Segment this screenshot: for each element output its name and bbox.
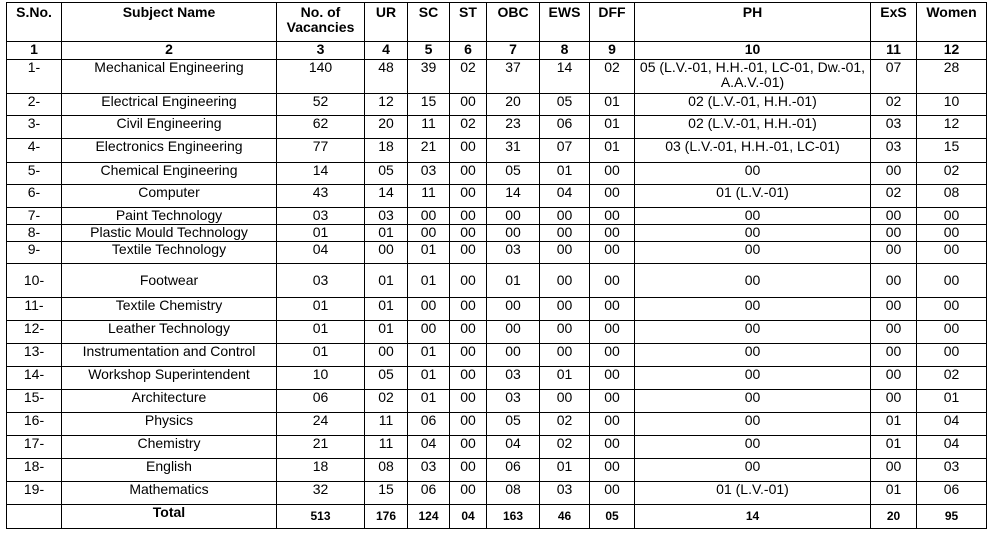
table-row — [7, 321, 987, 344]
obc-cell: 01 — [487, 264, 540, 298]
table-row — [7, 413, 987, 436]
vacancies-cell: 24 — [277, 413, 365, 436]
sc-cell: 03 — [408, 459, 450, 482]
ur-cell: 11 — [365, 413, 408, 436]
ews-cell: 01 — [540, 367, 590, 390]
ph-cell: 01 (L.V.-01) — [635, 482, 871, 505]
women-cell: 08 — [917, 185, 987, 208]
sc-cell: 03 — [408, 163, 450, 185]
table-row — [7, 298, 987, 321]
total-vacancies: 513 — [277, 505, 365, 529]
ur-cell: 08 — [365, 459, 408, 482]
table-row — [7, 242, 987, 264]
sno-cell: 17- — [7, 436, 62, 459]
ur-cell: 11 — [365, 436, 408, 459]
sc-cell: 00 — [408, 225, 450, 242]
ews-cell: 02 — [540, 436, 590, 459]
sno-cell: 2- — [7, 94, 62, 116]
ur-cell: 20 — [365, 116, 408, 139]
column-number: 10 — [635, 42, 871, 60]
column-number: 2 — [62, 42, 277, 60]
st-cell: 00 — [450, 344, 487, 367]
vacancies-cell: 03 — [277, 208, 365, 225]
exs-cell: 00 — [871, 242, 917, 264]
dff-cell: 01 — [590, 94, 635, 116]
ph-cell: 00 — [635, 459, 871, 482]
column-number: 8 — [540, 42, 590, 60]
vacancies-cell: 52 — [277, 94, 365, 116]
obc-cell: 00 — [487, 344, 540, 367]
vacancies-cell: 14 — [277, 163, 365, 185]
sc-cell: 00 — [408, 321, 450, 344]
women-cell: 00 — [917, 321, 987, 344]
women-cell: 04 — [917, 413, 987, 436]
obc-cell: 05 — [487, 413, 540, 436]
column-number: 11 — [871, 42, 917, 60]
table-row — [7, 116, 987, 139]
ur-cell: 14 — [365, 185, 408, 208]
ph-cell: 00 — [635, 436, 871, 459]
sc-cell: 06 — [408, 413, 450, 436]
sno-cell: 13- — [7, 344, 62, 367]
header-ur: UR — [365, 3, 408, 42]
st-cell: 02 — [450, 116, 487, 139]
subject-cell: Civil Engineering — [62, 116, 277, 139]
header-ews: EWS — [540, 3, 590, 42]
obc-cell: 06 — [487, 459, 540, 482]
sno-cell: 6- — [7, 185, 62, 208]
st-cell: 00 — [450, 94, 487, 116]
ph-cell: 05 (L.V.-01, H.H.-01, LC-01, Dw.-01, A.A.V.-01) — [635, 60, 871, 94]
ur-cell: 02 — [365, 390, 408, 413]
exs-cell: 02 — [871, 185, 917, 208]
ews-cell: 00 — [540, 298, 590, 321]
ews-cell: 06 — [540, 116, 590, 139]
total-ur: 176 — [365, 505, 408, 529]
st-cell: 00 — [450, 413, 487, 436]
ur-cell: 00 — [365, 242, 408, 264]
vacancies-cell: 01 — [277, 298, 365, 321]
sc-cell: 01 — [408, 264, 450, 298]
dff-cell: 00 — [590, 163, 635, 185]
ews-cell: 14 — [540, 60, 590, 94]
column-number: 6 — [450, 42, 487, 60]
table-row — [7, 367, 987, 390]
ur-cell: 01 — [365, 298, 408, 321]
ph-cell: 00 — [635, 321, 871, 344]
ews-cell: 03 — [540, 482, 590, 505]
sc-cell: 00 — [408, 208, 450, 225]
exs-cell: 00 — [871, 298, 917, 321]
obc-cell: 14 — [487, 185, 540, 208]
subject-cell: Textile Technology — [62, 242, 277, 264]
header-obc: OBC — [487, 3, 540, 42]
ph-cell: 00 — [635, 367, 871, 390]
dff-cell: 00 — [590, 264, 635, 298]
ews-cell: 01 — [540, 459, 590, 482]
subject-cell: Plastic Mould Technology — [62, 225, 277, 242]
sc-cell: 11 — [408, 185, 450, 208]
exs-cell: 03 — [871, 139, 917, 163]
header-vacancies: No. of Vacancies — [277, 3, 365, 42]
header-subject: Subject Name — [62, 3, 277, 42]
sno-cell: 8- — [7, 225, 62, 242]
vacancy-table — [6, 2, 987, 529]
exs-cell: 00 — [871, 264, 917, 298]
total-ph: 14 — [635, 505, 871, 529]
ews-cell: 00 — [540, 208, 590, 225]
exs-cell: 01 — [871, 413, 917, 436]
subject-cell: Footwear — [62, 264, 277, 298]
women-cell: 03 — [917, 459, 987, 482]
sc-cell: 21 — [408, 139, 450, 163]
dff-cell: 00 — [590, 225, 635, 242]
ews-cell: 02 — [540, 413, 590, 436]
exs-cell: 07 — [871, 60, 917, 94]
subject-cell: Chemistry — [62, 436, 277, 459]
sno-cell: 4- — [7, 139, 62, 163]
header-women: Women — [917, 3, 987, 42]
ews-cell: 00 — [540, 264, 590, 298]
total-ews: 46 — [540, 505, 590, 529]
sno-cell: 16- — [7, 413, 62, 436]
ur-cell: 03 — [365, 208, 408, 225]
ur-cell: 15 — [365, 482, 408, 505]
exs-cell: 01 — [871, 482, 917, 505]
obc-cell: 03 — [487, 242, 540, 264]
st-cell: 00 — [450, 242, 487, 264]
sc-cell: 06 — [408, 482, 450, 505]
total-sc: 124 — [408, 505, 450, 529]
ph-cell: 02 (L.V.-01, H.H.-01) — [635, 94, 871, 116]
subject-cell: Physics — [62, 413, 277, 436]
sno-cell: 9- — [7, 242, 62, 264]
vacancies-cell: 03 — [277, 264, 365, 298]
ews-cell: 00 — [540, 390, 590, 413]
sno-cell: 14- — [7, 367, 62, 390]
obc-cell: 00 — [487, 298, 540, 321]
header-dff: DFF — [590, 3, 635, 42]
women-cell: 00 — [917, 225, 987, 242]
subject-cell: Architecture — [62, 390, 277, 413]
women-cell: 28 — [917, 60, 987, 94]
column-number: 12 — [917, 42, 987, 60]
obc-cell: 20 — [487, 94, 540, 116]
table-row — [7, 163, 987, 185]
st-cell: 00 — [450, 321, 487, 344]
exs-cell: 00 — [871, 390, 917, 413]
vacancies-cell: 01 — [277, 344, 365, 367]
table-row — [7, 436, 987, 459]
exs-cell: 00 — [871, 459, 917, 482]
vacancies-cell: 43 — [277, 185, 365, 208]
total-women: 95 — [917, 505, 987, 529]
ur-cell: 01 — [365, 225, 408, 242]
st-cell: 00 — [450, 367, 487, 390]
ews-cell: 04 — [540, 185, 590, 208]
subject-cell: Paint Technology — [62, 208, 277, 225]
column-number: 9 — [590, 42, 635, 60]
sc-cell: 00 — [408, 298, 450, 321]
column-number-row — [7, 42, 987, 60]
vacancies-cell: 06 — [277, 390, 365, 413]
subject-cell: Mathematics — [62, 482, 277, 505]
dff-cell: 00 — [590, 413, 635, 436]
ews-cell: 00 — [540, 225, 590, 242]
ur-cell: 01 — [365, 321, 408, 344]
dff-cell: 02 — [590, 60, 635, 94]
st-cell: 00 — [450, 298, 487, 321]
header-row — [7, 3, 987, 42]
exs-cell: 00 — [871, 344, 917, 367]
sc-cell: 15 — [408, 94, 450, 116]
st-cell: 00 — [450, 185, 487, 208]
column-number: 3 — [277, 42, 365, 60]
obc-cell: 31 — [487, 139, 540, 163]
dff-cell: 00 — [590, 436, 635, 459]
vacancies-cell: 62 — [277, 116, 365, 139]
table-row — [7, 208, 987, 225]
ur-cell: 12 — [365, 94, 408, 116]
sno-cell: 3- — [7, 116, 62, 139]
dff-cell: 00 — [590, 242, 635, 264]
sc-cell: 01 — [408, 390, 450, 413]
st-cell: 00 — [450, 139, 487, 163]
dff-cell: 01 — [590, 116, 635, 139]
sno-cell: 11- — [7, 298, 62, 321]
sc-cell: 01 — [408, 367, 450, 390]
subject-cell: English — [62, 459, 277, 482]
table-body — [7, 60, 987, 505]
obc-cell: 23 — [487, 116, 540, 139]
women-cell: 00 — [917, 264, 987, 298]
exs-cell: 03 — [871, 116, 917, 139]
subject-cell: Mechanical Engineering — [62, 60, 277, 94]
st-cell: 00 — [450, 436, 487, 459]
column-number: 4 — [365, 42, 408, 60]
vacancies-cell: 01 — [277, 225, 365, 242]
women-cell: 02 — [917, 367, 987, 390]
table-row — [7, 185, 987, 208]
total-label: Total — [62, 505, 277, 529]
table-row — [7, 94, 987, 116]
women-cell: 15 — [917, 139, 987, 163]
ews-cell: 00 — [540, 242, 590, 264]
total-sno-cell — [7, 505, 62, 529]
table-row — [7, 139, 987, 163]
subject-cell: Instrumentation and Control — [62, 344, 277, 367]
vacancies-cell: 18 — [277, 459, 365, 482]
ews-cell: 05 — [540, 94, 590, 116]
sno-cell: 18- — [7, 459, 62, 482]
table-row — [7, 225, 987, 242]
st-cell: 00 — [450, 163, 487, 185]
ur-cell: 00 — [365, 344, 408, 367]
dff-cell: 00 — [590, 367, 635, 390]
sc-cell: 39 — [408, 60, 450, 94]
ur-cell: 18 — [365, 139, 408, 163]
obc-cell: 04 — [487, 436, 540, 459]
sc-cell: 01 — [408, 242, 450, 264]
ph-cell: 00 — [635, 344, 871, 367]
total-st: 04 — [450, 505, 487, 529]
subject-cell: Workshop Superintendent — [62, 367, 277, 390]
column-number: 5 — [408, 42, 450, 60]
sno-cell: 10- — [7, 264, 62, 298]
total-dff: 05 — [590, 505, 635, 529]
ews-cell: 00 — [540, 321, 590, 344]
ph-cell: 00 — [635, 413, 871, 436]
exs-cell: 00 — [871, 367, 917, 390]
obc-cell: 00 — [487, 321, 540, 344]
ph-cell: 00 — [635, 225, 871, 242]
table-row — [7, 60, 987, 94]
sno-cell: 7- — [7, 208, 62, 225]
st-cell: 00 — [450, 264, 487, 298]
subject-cell: Textile Chemistry — [62, 298, 277, 321]
ur-cell: 05 — [365, 367, 408, 390]
dff-cell: 00 — [590, 459, 635, 482]
sc-cell: 11 — [408, 116, 450, 139]
header-st: ST — [450, 3, 487, 42]
subject-cell: Chemical Engineering — [62, 163, 277, 185]
ph-cell: 00 — [635, 208, 871, 225]
vacancies-cell: 140 — [277, 60, 365, 94]
column-number: 7 — [487, 42, 540, 60]
vacancies-cell: 21 — [277, 436, 365, 459]
dff-cell: 00 — [590, 344, 635, 367]
header-sc: SC — [408, 3, 450, 42]
exs-cell: 00 — [871, 225, 917, 242]
table-row — [7, 344, 987, 367]
header-ph: PH — [635, 3, 871, 42]
table-row — [7, 390, 987, 413]
ph-cell: 00 — [635, 298, 871, 321]
women-cell: 00 — [917, 298, 987, 321]
exs-cell: 02 — [871, 94, 917, 116]
ph-cell: 02 (L.V.-01, H.H.-01) — [635, 116, 871, 139]
vacancies-cell: 77 — [277, 139, 365, 163]
exs-cell: 00 — [871, 208, 917, 225]
dff-cell: 01 — [590, 139, 635, 163]
total-obc: 163 — [487, 505, 540, 529]
st-cell: 00 — [450, 390, 487, 413]
table-row — [7, 459, 987, 482]
table-row — [7, 482, 987, 505]
ph-cell: 00 — [635, 390, 871, 413]
sno-cell: 15- — [7, 390, 62, 413]
obc-cell: 37 — [487, 60, 540, 94]
women-cell: 06 — [917, 482, 987, 505]
dff-cell: 00 — [590, 298, 635, 321]
ph-cell: 00 — [635, 264, 871, 298]
header-sno: S.No. — [7, 3, 62, 42]
obc-cell: 00 — [487, 208, 540, 225]
st-cell: 00 — [450, 482, 487, 505]
women-cell: 01 — [917, 390, 987, 413]
dff-cell: 00 — [590, 390, 635, 413]
obc-cell: 03 — [487, 367, 540, 390]
ph-cell: 03 (L.V.-01, H.H.-01, LC-01) — [635, 139, 871, 163]
sno-cell: 1- — [7, 60, 62, 94]
sc-cell: 01 — [408, 344, 450, 367]
ur-cell: 01 — [365, 264, 408, 298]
total-row — [7, 505, 987, 529]
header-exs: ExS — [871, 3, 917, 42]
sc-cell: 04 — [408, 436, 450, 459]
obc-cell: 05 — [487, 163, 540, 185]
ews-cell: 01 — [540, 163, 590, 185]
st-cell: 00 — [450, 225, 487, 242]
vacancies-cell: 04 — [277, 242, 365, 264]
vacancies-cell: 10 — [277, 367, 365, 390]
obc-cell: 00 — [487, 225, 540, 242]
dff-cell: 00 — [590, 208, 635, 225]
dff-cell: 00 — [590, 321, 635, 344]
subject-cell: Leather Technology — [62, 321, 277, 344]
exs-cell: 00 — [871, 163, 917, 185]
sno-cell: 12- — [7, 321, 62, 344]
ur-cell: 48 — [365, 60, 408, 94]
women-cell: 00 — [917, 344, 987, 367]
vacancies-cell: 01 — [277, 321, 365, 344]
women-cell: 02 — [917, 163, 987, 185]
column-number: 1 — [7, 42, 62, 60]
dff-cell: 00 — [590, 185, 635, 208]
ph-cell: 00 — [635, 163, 871, 185]
women-cell: 04 — [917, 436, 987, 459]
subject-cell: Computer — [62, 185, 277, 208]
ur-cell: 05 — [365, 163, 408, 185]
dff-cell: 00 — [590, 482, 635, 505]
ph-cell: 01 (L.V.-01) — [635, 185, 871, 208]
sno-cell: 5- — [7, 163, 62, 185]
exs-cell: 00 — [871, 321, 917, 344]
ews-cell: 00 — [540, 344, 590, 367]
women-cell: 00 — [917, 208, 987, 225]
st-cell: 00 — [450, 459, 487, 482]
vacancies-cell: 32 — [277, 482, 365, 505]
subject-cell: Electronics Engineering — [62, 139, 277, 163]
total-exs: 20 — [871, 505, 917, 529]
women-cell: 12 — [917, 116, 987, 139]
table-row — [7, 264, 987, 298]
sno-cell: 19- — [7, 482, 62, 505]
subject-cell: Electrical Engineering — [62, 94, 277, 116]
ews-cell: 07 — [540, 139, 590, 163]
exs-cell: 01 — [871, 436, 917, 459]
st-cell: 00 — [450, 208, 487, 225]
st-cell: 02 — [450, 60, 487, 94]
ph-cell: 00 — [635, 242, 871, 264]
women-cell: 10 — [917, 94, 987, 116]
women-cell: 00 — [917, 242, 987, 264]
obc-cell: 08 — [487, 482, 540, 505]
obc-cell: 03 — [487, 390, 540, 413]
